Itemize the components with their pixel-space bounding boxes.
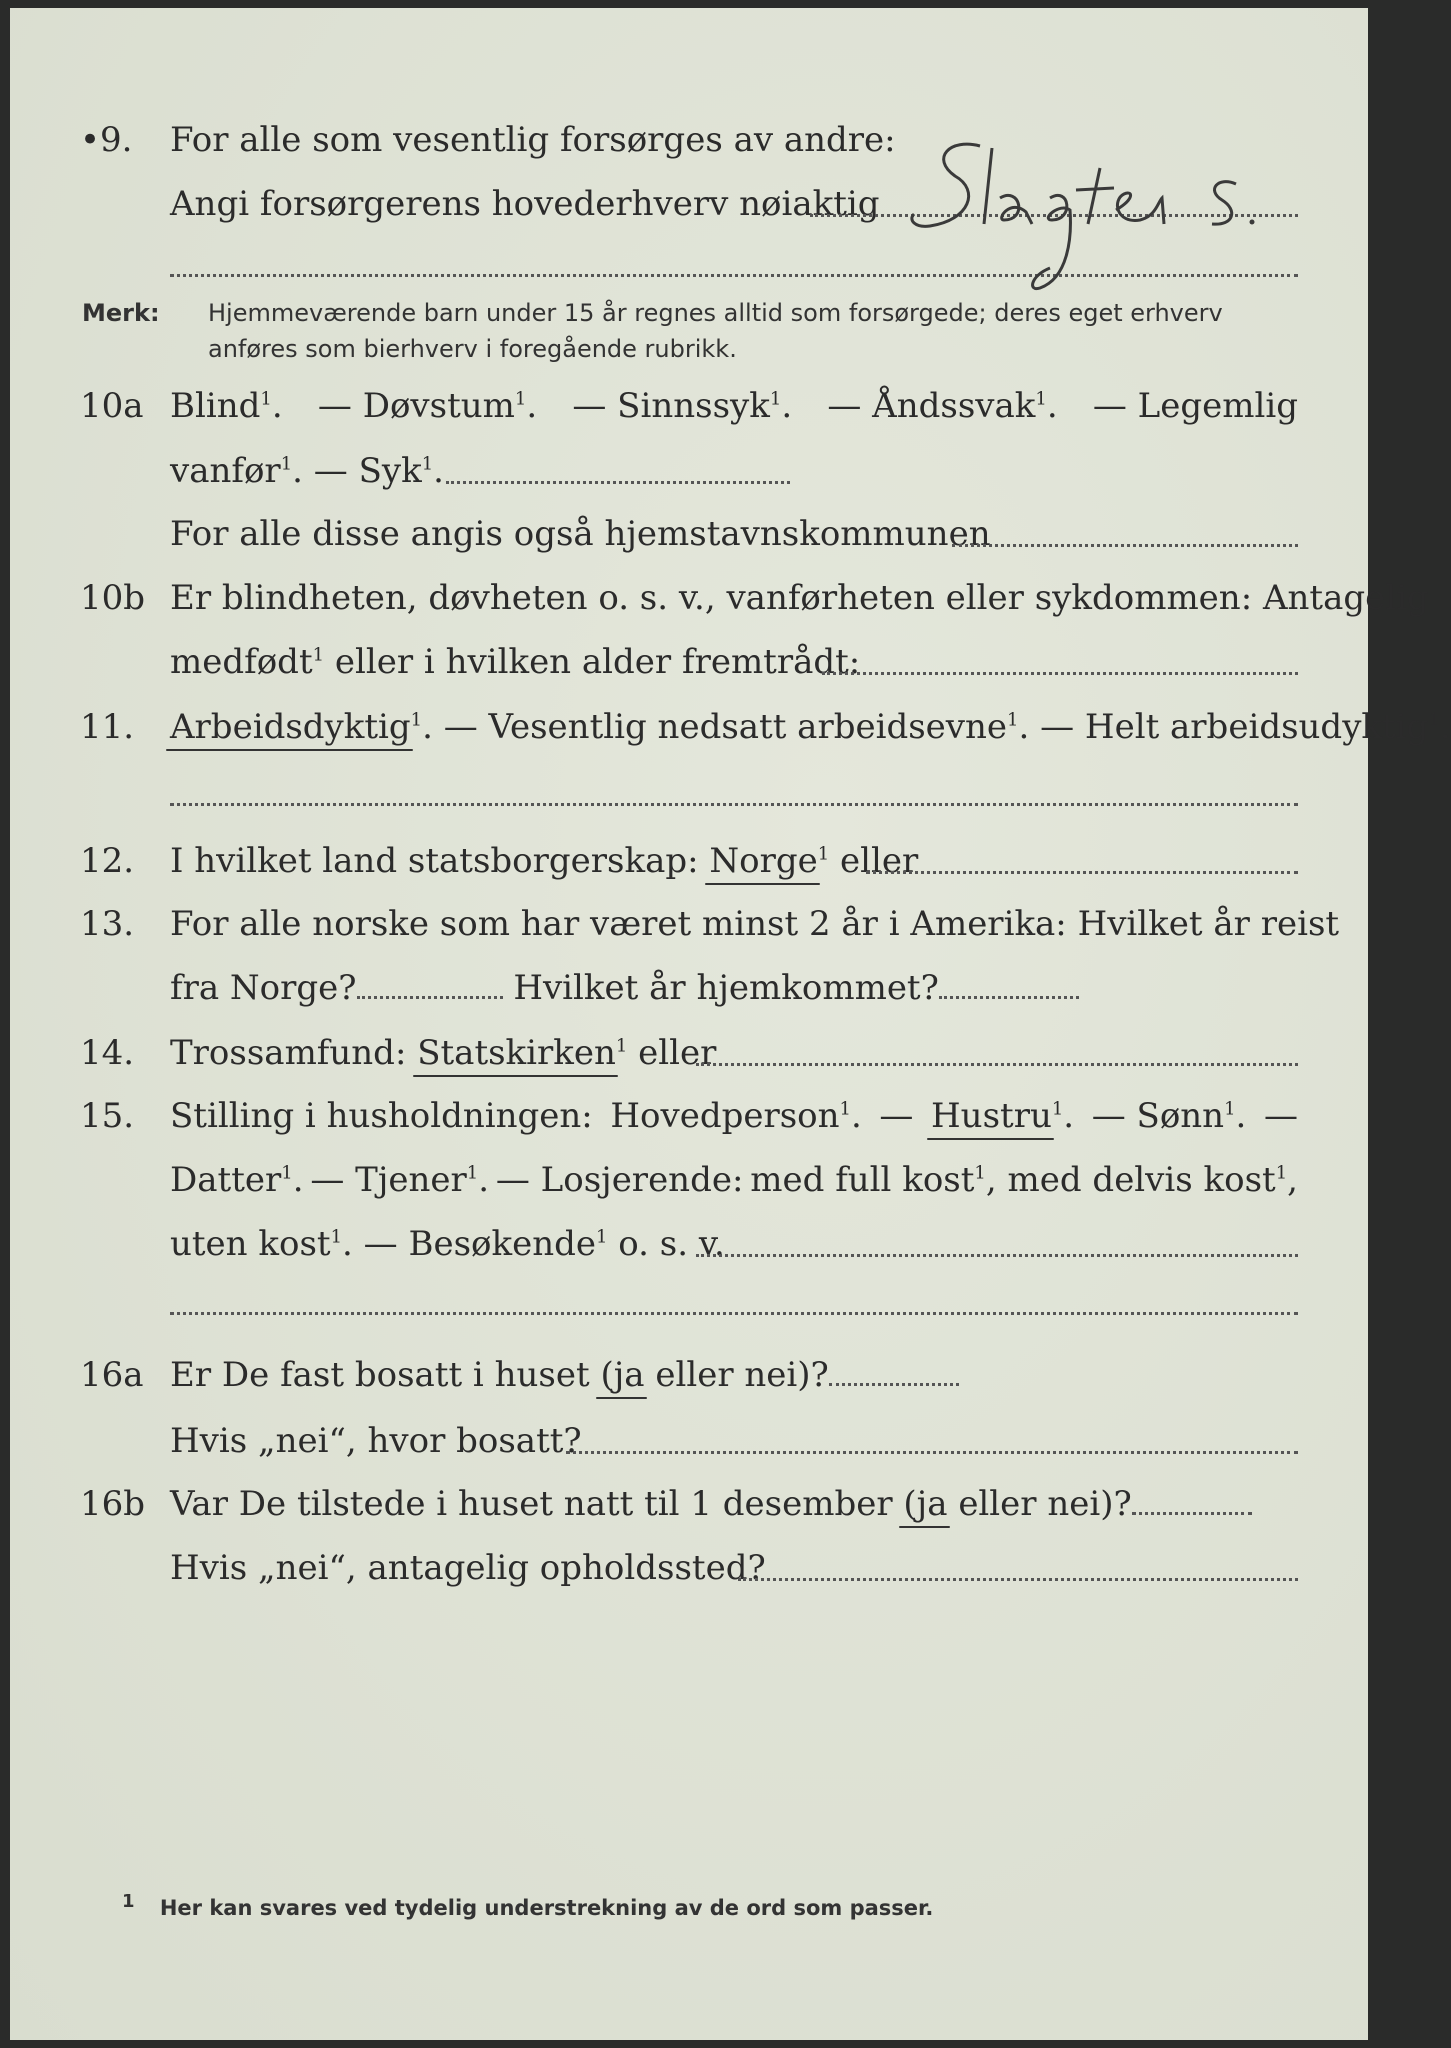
question-text: Arbeidsdyktig$^1$. — Vesentlig nedsatt arbeidsevne$^1$. — Helt arbeidsudyktig$^1$.	[170, 707, 1451, 747]
option-delvis-kost[interactable]: , med delvis kost	[985, 1160, 1276, 1200]
option-blind[interactable]: Blind	[170, 386, 261, 426]
option-nei[interactable]: eller nei)?	[655, 1355, 829, 1395]
question-number: 10b	[80, 578, 146, 618]
option-norge[interactable]: Norge	[709, 841, 818, 881]
handwriting-slagter	[900, 128, 1320, 298]
question-text: vanfør$^1$. — Syk$^1$.	[170, 451, 444, 491]
footnote-mark: 1	[615, 1035, 628, 1057]
option-dovstum[interactable]: — Døvstum	[317, 386, 515, 426]
option-andssvak[interactable]: — Åndssvak	[827, 386, 1036, 426]
answer-line[interactable]	[1132, 1484, 1252, 1515]
option-arbeidsdyktig[interactable]: Arbeidsdyktig	[170, 707, 411, 747]
footnote-text: Her kan svares ved tydelig understrekning av de ord som passer.	[159, 1896, 934, 1920]
answer-line[interactable]	[822, 672, 1298, 675]
question-text: For alle disse angis også hjemstavnskommunen	[170, 514, 991, 554]
question-label: Er De fast bosatt i huset	[170, 1355, 590, 1395]
note-line-1: Hjemmeværende barn under 15 år regnes alltid som forsørgede; deres eget erhverv	[208, 299, 1223, 327]
question-text	[170, 642, 860, 682]
option-datter[interactable]: Datter	[170, 1160, 282, 1200]
question-text: For alle som vesentlig forsørges av andre:	[170, 120, 896, 160]
question-text: Er blindheten, døvheten o. s. v., vanførheten eller sykdommen: Antagelig	[170, 578, 1429, 618]
footnote-mark: 1	[1051, 1098, 1064, 1120]
question-number: 16a	[80, 1355, 144, 1395]
footnote-mark: 1	[421, 453, 434, 475]
question-text	[170, 1033, 716, 1073]
footnote-mark: 1	[1007, 709, 1019, 731]
punctuation: .	[1439, 707, 1451, 747]
question-number: 10a	[80, 386, 144, 426]
footnote-mark: 1	[839, 1098, 851, 1120]
question-text	[170, 968, 1079, 1008]
option-hovedperson[interactable]: Hovedperson	[610, 1096, 840, 1136]
footnote-mark: 1	[1224, 1098, 1236, 1120]
option-tjener[interactable]: — Tjener	[310, 1160, 467, 1200]
question-label: I hvilket land statsborgerskap:	[170, 841, 699, 881]
option-legemlig[interactable]: — Legemlig	[1092, 386, 1298, 426]
footnote-mark: 1	[817, 843, 830, 865]
answer-line[interactable]	[866, 871, 1298, 874]
question-text: Hvis „nei“, antagelig opholdssted?	[170, 1548, 766, 1588]
option-losjerende: — Losjerende:	[495, 1160, 744, 1200]
footnote-mark: 1	[1428, 709, 1440, 731]
option-eller: eller	[638, 1033, 717, 1073]
question-text: Hvis „nei“, hvor bosatt?	[170, 1421, 582, 1461]
footnote-mark: 1	[410, 709, 423, 731]
question-hjemkommet: Hvilket år hjemkommet?	[513, 968, 939, 1008]
option-statskirken[interactable]: Statskirken	[417, 1033, 616, 1073]
question-number: 11.	[80, 707, 135, 747]
question-label: Stilling i husholdningen:	[170, 1096, 593, 1136]
question-number: 14.	[80, 1033, 135, 1073]
question-text: Datter$^1$. — Tjener$^1$. — Losjerende: med full kost$^1$, med delvis kost$^1$,	[170, 1160, 1298, 1200]
question-number: 15.	[80, 1096, 135, 1136]
question-text: Blind$^1$. — Døvstum$^1$. — Sinnssyk$^1$. — Åndssvak$^1$. — Legemlig	[170, 386, 1298, 426]
question-number: 16b	[80, 1484, 146, 1524]
question-reist: fra Norge?	[170, 968, 357, 1008]
question-text	[170, 1355, 959, 1395]
question-number: •9.	[80, 120, 133, 160]
option-syk[interactable]: — Syk	[313, 451, 422, 491]
answer-line[interactable]	[829, 1355, 959, 1386]
answer-line[interactable]	[170, 803, 1298, 806]
answer-line[interactable]	[939, 968, 1079, 999]
answer-line[interactable]	[170, 1312, 1298, 1315]
dash: —	[879, 1096, 914, 1136]
question-text-rest: eller i hvilken alder fremtrådt:	[334, 642, 861, 682]
footnote-mark: 1	[974, 1162, 986, 1184]
answer-line[interactable]	[357, 968, 503, 999]
footnote-mark: 1	[1035, 388, 1047, 410]
question-text	[170, 841, 918, 881]
footnote-mark: 1	[1275, 1162, 1288, 1184]
question-number: 13.	[80, 904, 135, 944]
footnote-mark: 1	[312, 644, 325, 666]
option-sonn[interactable]: — Sønn	[1091, 1096, 1225, 1136]
census-form-page	[10, 8, 1451, 2040]
footnote-mark: 1	[514, 388, 527, 410]
question-number: 12.	[80, 841, 135, 881]
option-sinnssyk[interactable]: — Sinnssyk	[572, 386, 770, 426]
option-medfodt[interactable]: medfødt	[170, 642, 313, 682]
answer-line[interactable]	[446, 481, 790, 484]
footnote-mark: 1	[280, 453, 293, 475]
option-uten-kost[interactable]: uten kost	[170, 1224, 331, 1264]
option-besokende[interactable]: — Besøkende	[363, 1224, 596, 1264]
dash: —	[1263, 1096, 1298, 1136]
question-text: For alle norske som har været minst 2 år i Amerika: Hvilket år reist	[170, 904, 1340, 944]
footnote-mark: 1	[260, 388, 272, 410]
option-ja[interactable]: (ja	[600, 1355, 645, 1395]
question-label: Trossamfund:	[170, 1033, 407, 1073]
option-nei[interactable]: eller nei)?	[958, 1484, 1132, 1524]
option-nedsatt-arbeidsevne[interactable]: — Vesentlig nedsatt arbeidsevne	[443, 707, 1008, 747]
footnote-mark: 1	[769, 388, 782, 410]
footnote-mark: 1	[330, 1226, 343, 1248]
footnote-mark: 1	[281, 1162, 293, 1184]
question-label: Var De tilstede i huset natt til 1 desember	[170, 1484, 893, 1524]
answer-line[interactable]	[738, 1578, 1298, 1581]
question-text-rest: o. s. v.	[618, 1224, 725, 1264]
handwritten-answer	[900, 128, 1320, 302]
question-text	[170, 1484, 1252, 1524]
answer-line[interactable]	[696, 1063, 1298, 1066]
option-ja[interactable]: (ja	[903, 1484, 948, 1524]
footnote-mark: 1	[596, 1226, 608, 1248]
question-text: Stilling i husholdningen: Hovedperson$^1$. — Hustru$^1$. — Sønn$^1$. —	[170, 1096, 1298, 1136]
question-text: uten kost$^1$. — Besøkende$^1$ o. s. v.	[170, 1224, 725, 1264]
answer-line[interactable]	[952, 544, 1298, 547]
footnote-mark: 1	[122, 1891, 135, 1912]
answer-line[interactable]	[566, 1451, 1298, 1454]
punctuation: ,	[1287, 1160, 1298, 1200]
option-arbeidsudyktig[interactable]: — Helt arbeidsudyktig	[1040, 707, 1429, 747]
answer-line[interactable]	[696, 1254, 1298, 1257]
option-hustru[interactable]: Hustru	[931, 1096, 1052, 1136]
option-eller: eller	[840, 841, 919, 881]
option-full-kost[interactable]: med full kost	[750, 1160, 975, 1200]
footnote-mark: 1	[466, 1162, 479, 1184]
footnote	[122, 1891, 934, 1920]
option-vanfor[interactable]: vanfør	[170, 451, 281, 491]
question-text: Angi forsørgerens hovederhverv nøiaktig	[170, 184, 880, 224]
note-label: Merk:	[82, 299, 160, 327]
note-line-2: anføres som bierhverv i foregående rubrikk.	[208, 335, 737, 363]
